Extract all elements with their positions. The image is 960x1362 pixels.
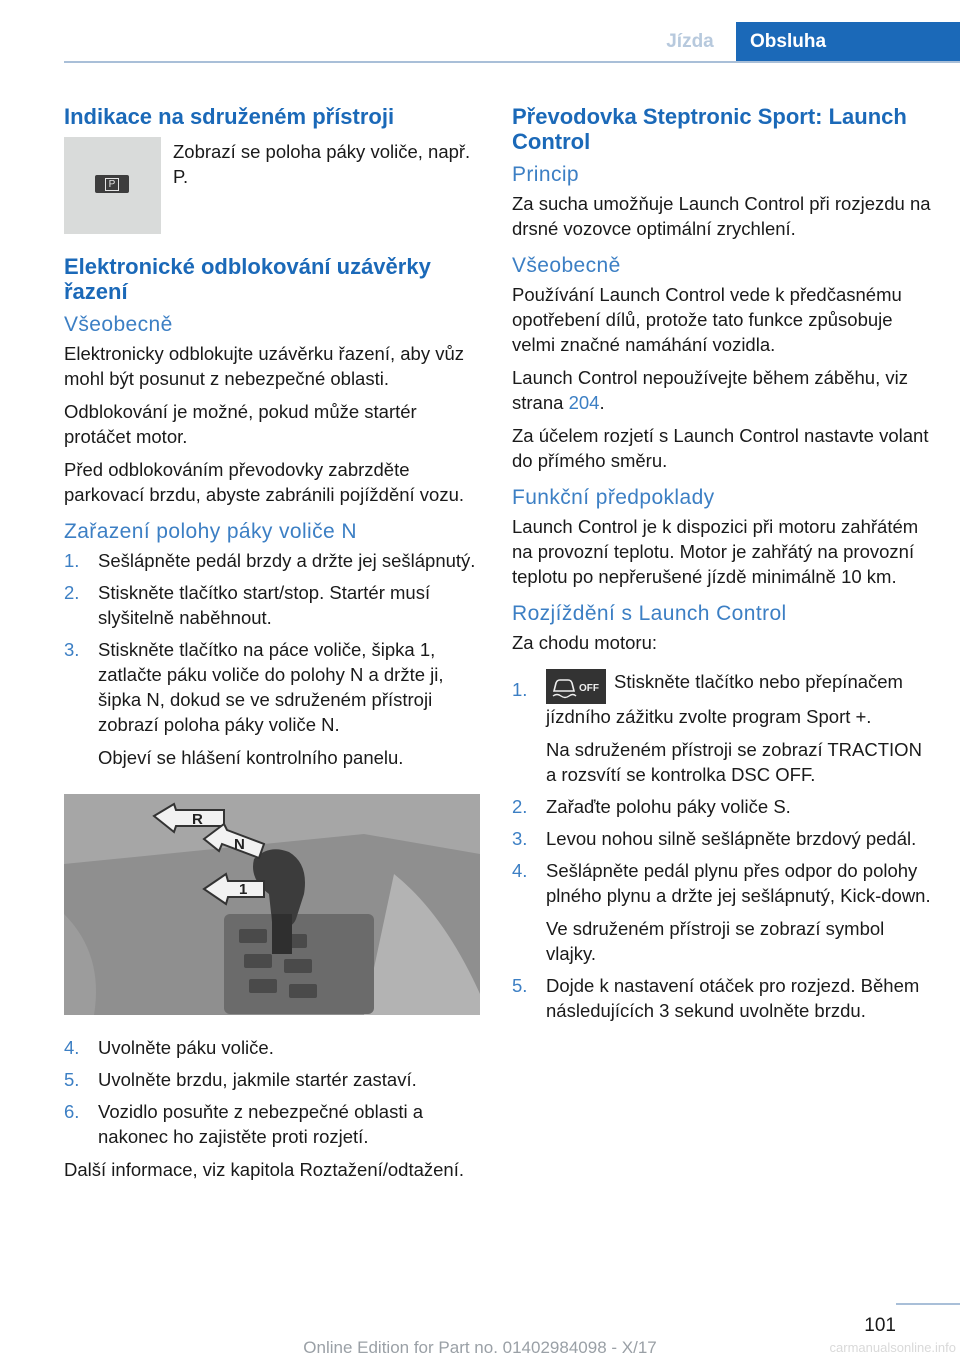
launch-steps [512, 669, 932, 1023]
list-item: 1. OFF Stiskněte tlačítko nebo přepínačem jízdního zážitku zvolte program Sport +. Na sdruženém přístroji se zobrazí TRACTION a rozsvítí se kontrolka DSC OFF. [512, 671, 922, 785]
engage-n-heading: Zařazení polohy páky voliče N [64, 520, 357, 543]
off-label: OFF [579, 683, 599, 694]
general-heading: Všeobecně [64, 313, 173, 336]
photo-label-1: 1 [239, 881, 248, 898]
general-heading-right: Všeobecně [512, 254, 621, 277]
header-tabs [644, 22, 960, 62]
list-item: 3. Stiskněte tlačítko na páce voliče, šipka 1, zatlačte páku voliče do polohy N a držte ji, šipka N, dokud se ve sdruženém přístroji zobrazí poloha páky voliče N. Objeví se hlášení kontrolního panelu. [64, 639, 444, 768]
principle-text: Za sucha umožňuje Launch Control při rozjezdu na drsné vozovce optimální zrychlení. [512, 193, 931, 239]
indicator-text: Zobrazí se poloha páky voliče, např. P. [173, 141, 471, 187]
list-item: 4. Sešlápněte pedál plynu přes odpor do polohy plného plynu a držte jej sešlápnutý, Kick-down. Ve sdruženém přístroji se zobrazí symbol vlajky. [512, 860, 931, 964]
start-heading: Rozjíždění s Launch Control [512, 602, 787, 625]
photo-label-n: N [234, 836, 245, 853]
engage-steps-b [64, 1035, 480, 1149]
general-paragraph-2: Odblokování je možné, pokud může startér protáčet motor. [64, 401, 417, 447]
indicator-block [64, 137, 480, 234]
list-item: 1. Sešlápněte pedál brzdy a držte jej sešlápnutý. [64, 550, 476, 571]
principle-heading: Princip [512, 163, 579, 186]
right-column [512, 104, 932, 1031]
list-item: 4. Uvolněte páku voliče. [64, 1037, 274, 1058]
more-info-text: Další informace, viz kapitola Roztažení/odtažení. [64, 1159, 464, 1180]
general-paragraph-3: Před odblokováním převodovky zabrzděte parkovací brzdu, abyste zabránili pojíždění vozu. [64, 459, 465, 505]
general-paragraph-1: Používání Launch Control vede k předčasnému opotřebení dílů, protože tato funkce způsobuje velmi značné namáhání vozidla. [512, 284, 902, 355]
footer-rule [896, 1303, 960, 1305]
general-paragraph-1: Elektronicky odblokujte uzávěrku řazení, aby vůz mohl být posunut z nebezpečné oblasti. [64, 343, 465, 389]
prerequisites-text: Launch Control je k dispozici při motoru zahřátém na provozní teplotu. Motor je zahřátý na provozní teplotu po nepřerušené jízdě minimálně 10 km. [512, 516, 919, 587]
gear-indicator-image [64, 137, 161, 234]
launch-control-heading: Převodovka Steptronic Sport: Launch Control [512, 104, 907, 154]
traction-off-icon [546, 669, 606, 704]
tab-jizda[interactable]: Jízda [666, 31, 714, 52]
list-item: 3. Levou nohou silně sešlápněte brzdový pedál. [512, 828, 917, 849]
list-item: 5. Uvolněte brzdu, jakmile startér zastaví. [64, 1069, 417, 1090]
list-item: 2. Zařaďte polohu páky voliče S. [512, 796, 791, 817]
general-paragraph-2: Launch Control nepoužívejte během záběhu, viz strana 204. [512, 367, 908, 413]
page-number: 101 [864, 1315, 896, 1336]
watermark: carmanualsonline.info [829, 1340, 956, 1355]
gear-p-icon: P [95, 175, 129, 193]
tab-obsluha[interactable]: Obsluha [736, 22, 960, 62]
photo-label-r: R [192, 811, 203, 828]
start-intro: Za chodu motoru: [512, 632, 657, 653]
page-link-204[interactable]: 204 [568, 392, 600, 413]
selector-lever-photo [64, 794, 480, 1015]
unlock-heading: Elektronické odblokování uzávěrky řazení [64, 254, 431, 304]
indicator-heading: Indikace na sdruženém přístroji [64, 104, 395, 129]
list-item: 6. Vozidlo posuňte z nebezpečné oblasti a nakonec ho zajistěte proti rozjetí. [64, 1101, 424, 1147]
prerequisites-heading: Funkční předpoklady [512, 486, 715, 509]
general-paragraph-3: Za účelem rozjetí s Launch Control nastavte volant do přímého směru. [512, 425, 929, 471]
list-item: 5. Dojde k nastavení otáček pro rozjezd. Během následujících 3 sekund uvolněte brzdu. [512, 975, 920, 1021]
header-rule [64, 61, 960, 63]
left-column [64, 104, 480, 1190]
engage-steps-a [64, 548, 480, 770]
edition-footer: Online Edition for Part no. 01402984098 - X/17 [303, 1338, 657, 1357]
list-item: 2. Stiskněte tlačítko start/stop. Startér musí slyšitelně naběhnout. [64, 582, 431, 628]
